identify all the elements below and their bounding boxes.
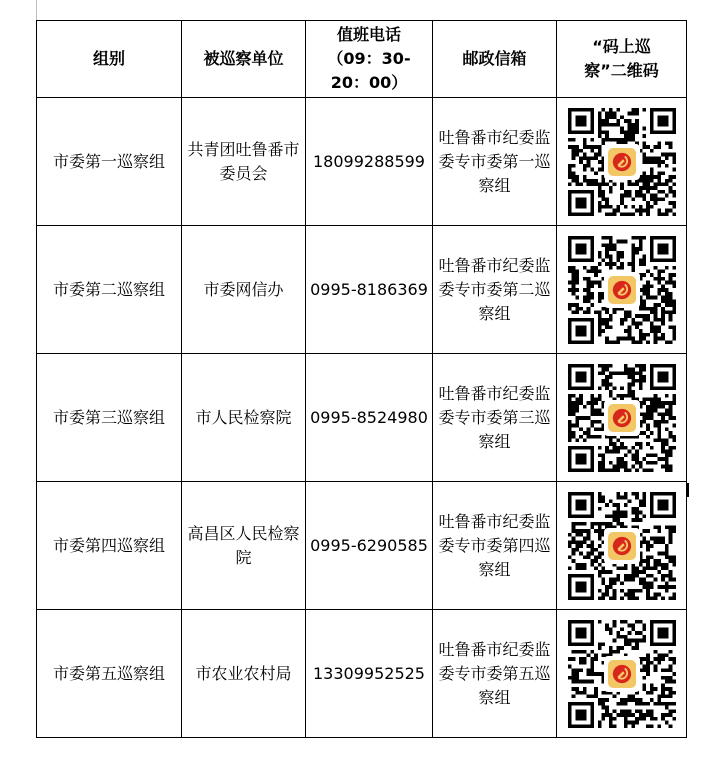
duty-phone: 18099288599	[313, 151, 425, 171]
header-qr	[557, 21, 687, 98]
qr-code-icon[interactable]	[568, 364, 676, 472]
inspected-unit: 市人民检察院	[195, 407, 292, 427]
inspected-unit: 高昌区人民检察院	[187, 523, 300, 567]
table-row-4	[37, 482, 687, 610]
cell-unit	[182, 482, 306, 610]
postal-mailbox: 吐鲁番市纪委监委专市委第四巡察组	[438, 511, 551, 579]
cell-phone	[306, 98, 433, 226]
party-emblem-icon	[604, 656, 640, 692]
cell-mailbox	[433, 98, 557, 226]
cell-group	[37, 482, 182, 610]
hammer-sickle-icon	[611, 151, 633, 173]
party-emblem-icon	[604, 272, 640, 308]
table-header-row	[37, 21, 687, 98]
cell-unit	[182, 354, 306, 482]
table-row-3	[37, 354, 687, 482]
qr-code-icon[interactable]	[568, 620, 676, 728]
postal-mailbox: 吐鲁番市纪委监委专市委第五巡察组	[438, 639, 551, 707]
postal-mailbox: 吐鲁番市纪委监委专市委第三巡察组	[438, 383, 551, 451]
cell-mailbox	[433, 482, 557, 610]
qr-code-icon[interactable]	[568, 108, 676, 216]
cell-group	[37, 98, 182, 226]
postal-mailbox: 吐鲁番市纪委监委专市委第二巡察组	[438, 255, 551, 323]
group-name: 市委第二巡察组	[52, 279, 165, 299]
party-emblem-icon	[604, 528, 640, 564]
hammer-sickle-icon	[611, 663, 633, 685]
cell-phone	[306, 610, 433, 738]
group-name: 市委第四巡察组	[52, 535, 165, 555]
page-corner-mark	[36, 0, 37, 20]
hammer-sickle-icon	[611, 407, 633, 429]
cell-mailbox	[433, 610, 557, 738]
duty-phone: 0995-6290585	[310, 535, 428, 555]
cell-qr	[557, 226, 687, 354]
duty-phone: 0995-8186369	[310, 279, 428, 299]
inspected-unit: 市委网信办	[203, 279, 284, 299]
hammer-sickle-icon	[611, 535, 633, 557]
postal-mailbox: 吐鲁番市纪委监委专市委第一巡察组	[438, 127, 551, 195]
qr-code-icon[interactable]	[568, 492, 676, 600]
cell-unit	[182, 98, 306, 226]
cell-qr	[557, 98, 687, 226]
patrol-group-table	[36, 20, 687, 738]
header-mailbox: 邮政信箱	[433, 21, 557, 98]
party-emblem-icon	[604, 144, 640, 180]
table-row-5	[37, 610, 687, 738]
hammer-sickle-icon	[611, 279, 633, 301]
cell-unit	[182, 226, 306, 354]
duty-phone: 13309952525	[313, 663, 425, 683]
header-phone-text: 值班电话（09：30-20：00）	[327, 25, 411, 92]
group-name: 市委第三巡察组	[52, 407, 165, 427]
cell-mailbox	[433, 354, 557, 482]
cell-group	[37, 226, 182, 354]
header-group: 组别	[37, 21, 182, 98]
table-row-1	[37, 98, 687, 226]
table-row-2	[37, 226, 687, 354]
cell-qr	[557, 354, 687, 482]
header-phone	[306, 21, 433, 98]
inspected-unit: 市农业农村局	[195, 663, 292, 683]
cell-phone	[306, 226, 433, 354]
group-name: 市委第五巡察组	[52, 663, 165, 683]
duty-phone: 0995-8524980	[310, 407, 428, 427]
cell-mailbox	[433, 226, 557, 354]
cell-unit	[182, 610, 306, 738]
cell-phone	[306, 482, 433, 610]
party-emblem-icon	[604, 400, 640, 436]
cursor-tick	[687, 483, 689, 497]
cell-group	[37, 354, 182, 482]
header-qr-text: “码上巡察”二维码	[584, 37, 659, 80]
qr-code-icon[interactable]	[568, 236, 676, 344]
cell-qr	[557, 482, 687, 610]
header-unit: 被巡察单位	[182, 21, 306, 98]
group-name: 市委第一巡察组	[52, 151, 165, 171]
inspected-unit: 共青团吐鲁番市委员会	[187, 139, 300, 183]
cell-phone	[306, 354, 433, 482]
cell-qr	[557, 610, 687, 738]
cell-group	[37, 610, 182, 738]
